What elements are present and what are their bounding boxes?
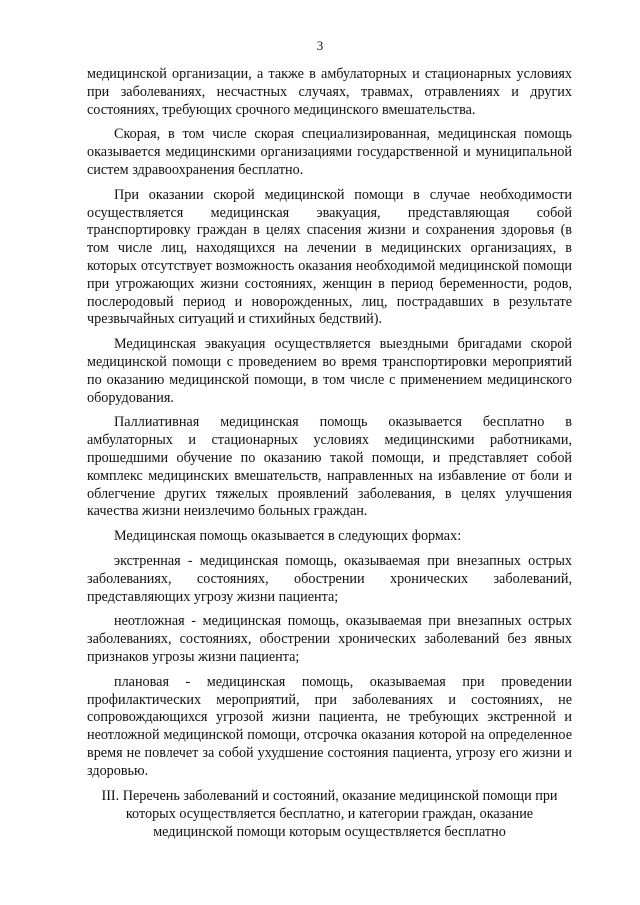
section-heading: III. Перечень заболеваний и состояний, оказание медицинской помощи при которых осуществляется бесплатно, и категории граждан, оказание медицинской помощи которым осуществляется бесплатно [101, 788, 558, 841]
paragraph-form-urgent: неотложная - медицинская помощь, оказываемая при внезапных острых заболеваниях, состояниях, обострении хронических заболеваний без явных признаков угрозы жизни пациента; [87, 613, 572, 665]
paragraph-form-emergency: экстренная - медицинская помощь, оказываемая при внезапных острых заболеваниях, состояниях, обострении хронических заболеваний, представляющих угрозу жизни пациента; [87, 552, 572, 605]
page-number: 3 [316, 38, 324, 53]
paragraph-continuation: медицинской организации, а также в амбулаторных и стационарных условиях при заболеваниях, несчастных случаях, травмах, отравлениях и других состояниях, требующих срочного медицинского вмешательства. [87, 66, 572, 118]
paragraph-medical-evacuation: При оказании скорой медицинской помощи в случае необходимости осуществляется медицинская эвакуация, представляющая собой транспортировку граждан в целях спасения жизни и сохранения здоровья (в том числе лиц, находящихся на лечении в медицинских организациях, в которых отсутствует возможность оказания необходимой медицинской помощи при угрожающих жизни состояниях, женщин в период беременности, родов, послеродовый период и новорожденных, лиц, пострадавших в результате чрезвычайных ситуаций и стихийных бедствий). [87, 186, 572, 328]
paragraph-evacuation-teams: Медицинская эвакуация осуществляется выездными бригадами скорой медицинской помощи с проведением во время транспортировки мероприятий по оказанию медицинской помощи, в том числе с применением медицинского оборудования. [87, 336, 572, 406]
paragraph-forms-intro: Медицинская помощь оказывается в следующих формах: [114, 528, 462, 545]
paragraph-form-planned: плановая - медицинская помощь, оказываемая при проведении профилактических мероприятий, при заболеваниях и состояниях, не сопровождающихся угрозой жизни пациента, не требующих экстренной и неотложной медицинской помощи, отсрочка оказания которой на определенное время не повлечет за собой ухудшение состояния пациента, угрозу его жизни и здоровью. [87, 673, 572, 779]
document-body [87, 66, 572, 842]
paragraph-emergency-care: Скорая, в том числе скорая специализированная, медицинская помощь оказывается медицинскими организациями государственной и муниципальной систем здравоохранения бесплатно. [87, 126, 572, 178]
paragraph-palliative-care: Паллиативная медицинская помощь оказывается бесплатно в амбулаторных и стационарных условиях медицинскими работниками, прошедшими обучение по оказанию такой помощи, и представляет собой комплекс медицинских вмешательств, направленных на избавление от боли и облегчение других тяжелых проявлений заболевания, в целях улучшения качества жизни неизлечимо больных граждан. [87, 414, 572, 520]
